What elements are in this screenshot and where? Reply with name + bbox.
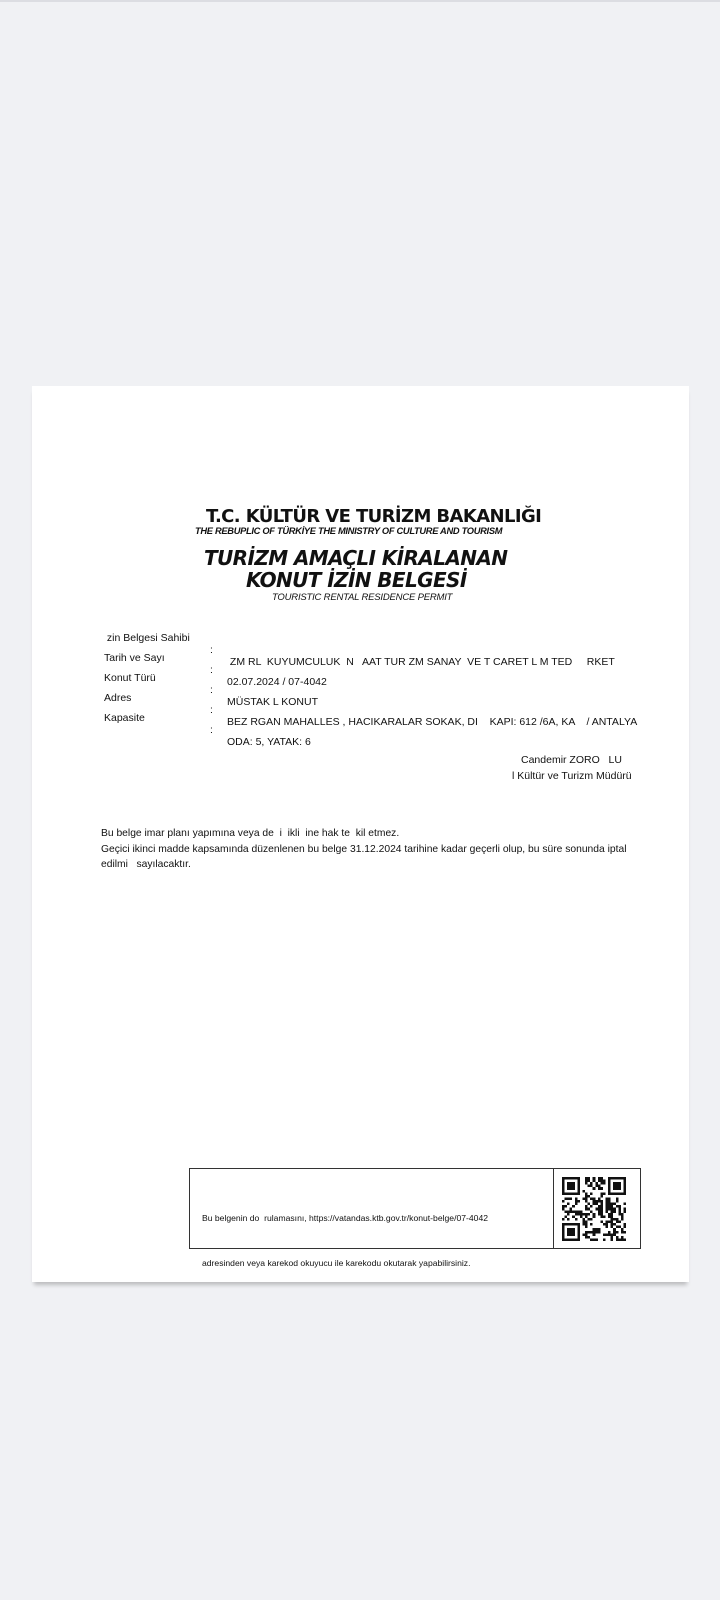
- field-colon: :: [210, 644, 213, 656]
- ministry-name-english: THE REBUPLIC OF TÜRKİYE THE MINISTRY OF CULTURE AND TOURISM: [195, 526, 503, 536]
- field-value: ZM RL KUYUMCULUK N AAT TUR ZM SANAY VE T CARET L M TED RKET: [227, 656, 615, 668]
- field-colon: :: [210, 684, 213, 696]
- document-title-line2: KONUT İZİN BELGESİ: [246, 568, 467, 592]
- field-label: Konut Türü: [104, 672, 156, 684]
- note-line: Bu belge imar planı yapımına veya de i ikli ine hak te kil etmez.: [101, 828, 400, 839]
- field-colon: :: [210, 724, 213, 736]
- signatory-name: Candemir ZORO LU: [521, 754, 622, 766]
- verification-box: [189, 1168, 641, 1268]
- verification-line: Bu belgenin do rulamasını, https://vatandas.ktb.gov.tr/konut-belge/07-4042: [202, 1213, 489, 1223]
- field-value: MÜSTAK L KONUT: [227, 696, 319, 708]
- field-label: Kapasite: [104, 712, 145, 724]
- document-subtitle: TOURISTIC RENTAL RESIDENCE PERMIT: [272, 592, 453, 603]
- field-label: Tarih ve Sayı: [104, 652, 165, 664]
- field-colon: :: [210, 664, 213, 676]
- note-line: Geçici ikinci madde kapsamında düzenlenen bu belge 31.12.2024 tarihine kadar geçerli olup, bu süre sonunda iptal edilmi sayılacaktır.: [101, 843, 630, 870]
- document-title-line1: TURİZM AMAÇLI KİRALANAN: [204, 546, 508, 570]
- status-bar-edge: [0, 0, 720, 2]
- qr-code-icon: [562, 1177, 626, 1241]
- verification-divider: [553, 1169, 554, 1248]
- ministry-name: T.C. KÜLTÜR VE TURİZM BAKANLIĞI: [206, 506, 542, 527]
- field-label: zin Belgesi Sahibi: [104, 632, 190, 644]
- document-notes: [101, 826, 641, 873]
- field-value: BEZ RGAN MAHALLES , HACIKARALAR SOKAK, DI KAPI: 612 /6A, KA / ANTALYA: [227, 716, 638, 728]
- field-value: ODA: 5, YATAK: 6: [227, 736, 311, 748]
- field-value: 02.07.2024 / 07-4042: [227, 676, 327, 688]
- signatory-title: l Kültür ve Turizm Müdürü: [512, 770, 632, 782]
- field-colon: :: [210, 704, 213, 716]
- verification-text: [202, 1181, 542, 1301]
- verification-line: adresinden veya karekod okuyucu ile karekodu okutarak yapabilirsiniz.: [202, 1258, 471, 1268]
- document-page: [32, 386, 689, 1282]
- field-label: Adres: [104, 692, 132, 704]
